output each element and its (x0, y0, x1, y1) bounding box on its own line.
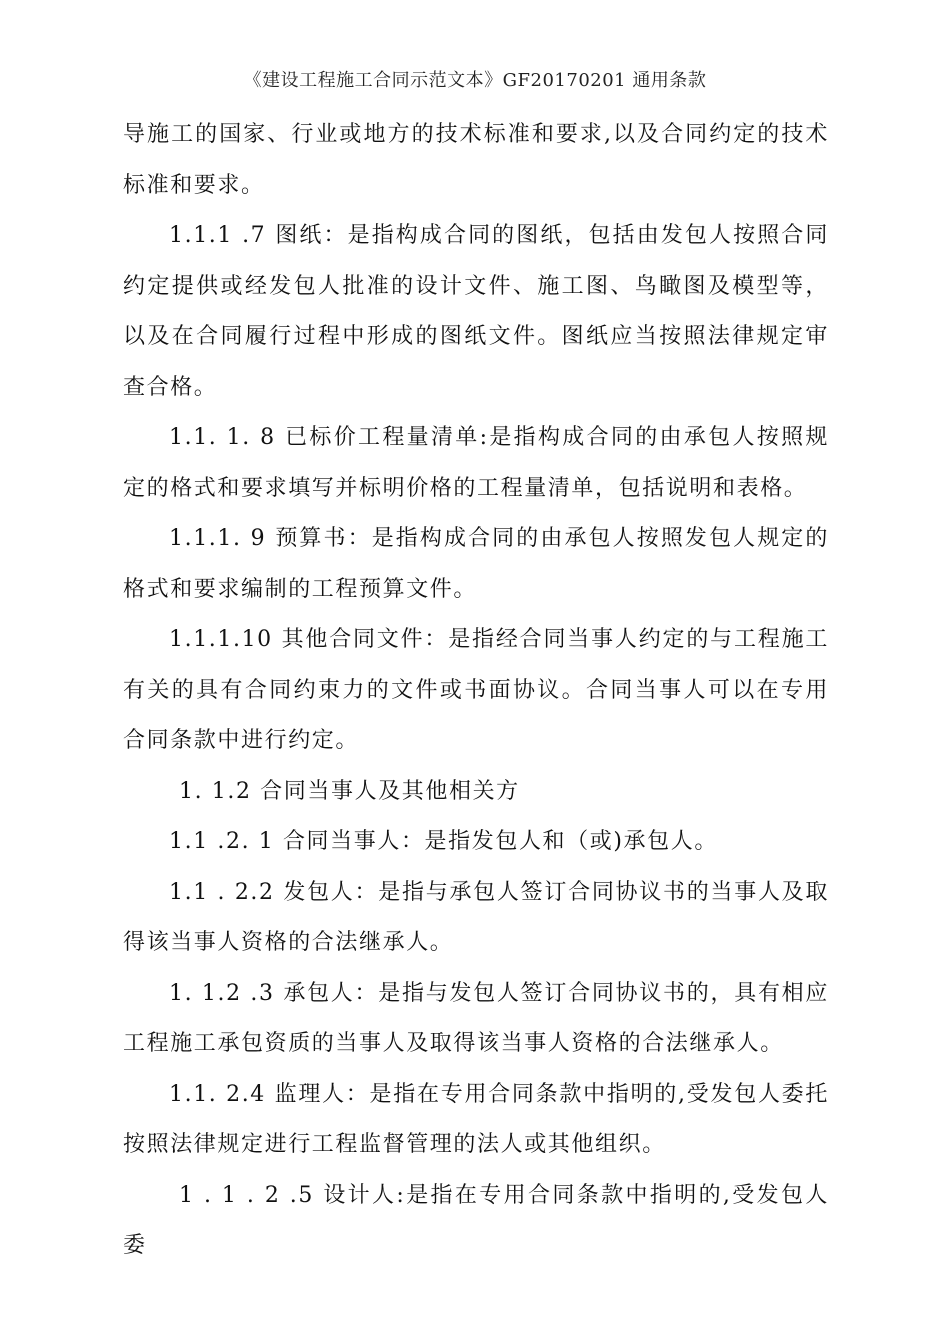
section-heading-1-1-2: 1. 1.2 合同当事人及其他相关方 (179, 778, 520, 804)
paragraph-1-1-2-5: 1 . 1 . 2 .5 设计人:是指在专用合同条款中指明的,受发包人委 (123, 1182, 829, 1258)
paragraph-1-1-2-4: 1.1. 2.4 监理人：是指在专用合同条款中指明的,受发包人委托按照法律规定进行工程监督管理的法人或其他组织。 (123, 1081, 829, 1157)
paragraph-1-1-1-10: 1.1.1.10 其他合同文件：是指经合同当事人约定的与工程施工有关的具有合同约束力的文件或书面协议。合同当事人可以在专用合同条款中进行约定。 (123, 627, 829, 753)
paragraph-1-1-2-2: 1.1 . 2.2 发包人：是指与承包人签订合同协议书的当事人及取得该当事人资格的合法继承人。 (123, 879, 829, 955)
paragraph-continuation: 导施工的国家、行业或地方的技术标准和要求,以及合同约定的技术标准和要求。 (123, 122, 829, 198)
paragraph-1-1-2-3: 1. 1.2 .3 承包人：是指与发包人签订合同协议书的，具有相应工程施工承包资质的当事人及取得该当事人资格的合法继承人。 (123, 980, 829, 1056)
paragraph-1-1-1-9: 1.1.1. 9 预算书：是指构成合同的由承包人按照发包人规定的格式和要求编制的工程预算文件。 (123, 526, 829, 602)
document-body (123, 110, 829, 1272)
paragraph-1-1-1-7: 1.1.1 .7 图纸：是指构成合同的图纸，包括由发包人按照合同约定提供或经发包人批准的设计文件、施工图、鸟瞰图及模型等，以及在合同履行过程中形成的图纸文件。图纸应当按照法律规定审查合格。 (123, 223, 829, 400)
paragraph-1-1-1-8: 1.1. 1. 8 已标价工程量清单:是指构成合同的由承包人按照规定的格式和要求填写并标明价格的工程量清单，包括说明和表格。 (123, 425, 829, 501)
paragraph-1-1-2-1: 1.1 .2. 1 合同当事人：是指发包人和（或)承包人。 (169, 829, 718, 854)
page-header: 《建设工程施工合同示范文本》GF20170201 通用条款 (243, 70, 707, 91)
